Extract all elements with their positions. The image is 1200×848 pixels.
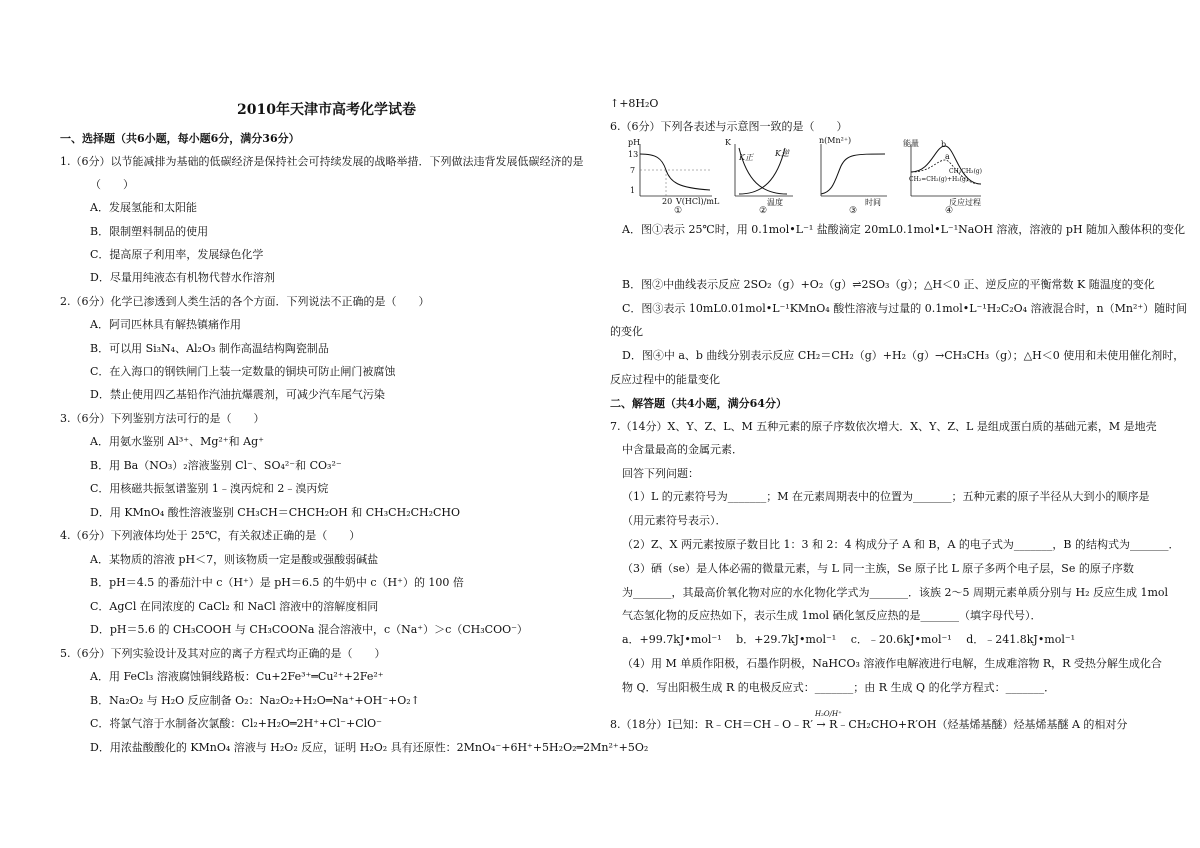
left-line-5: B．限制塑料制品的使用 [90,225,209,238]
right-line-8: 反应过程中的能量变化 [610,373,720,386]
left-line-16: C．用核磁共振氢谱鉴别 1﹣溴丙烷和 2﹣溴丙烷 [90,482,329,495]
right-line-22: 8.（18分）Ⅰ已知：R﹣CH＝CH﹣O﹣R′ → R﹣CH₂CHO+R′OH（烃基烯基醚）烃基烯基醚 A 的相对分 [610,718,1128,731]
figure-2-k-forward: K正 [739,153,753,162]
right-line-18: 气态氢化物的反应热如下，表示生成 1mol 硒化氢反应热的是_______（填字母代号）． [622,609,1042,622]
figure-4-ylabel: 能量 [903,139,919,148]
figure-2-number: ② [759,206,768,216]
right-line-12: 回答下列问题： [622,467,699,480]
right-line-17: 为_______，其最高价氧化物对应的水化物化学式为_______．该族 2～5 周期元素单质分别与 H₂ 反应生成 1mol [622,586,1169,599]
left-line-3: （ ） [90,178,134,191]
left-line-24: A．用 FeCl₃ 溶液腐蚀铜线路板：Cu+2Fe³⁺═Cu²⁺+2Fe²⁺ [90,670,384,683]
left-line-9: A．阿司匹林具有解热镇痛作用 [90,318,241,331]
left-line-11: C．在入海口的钢铁闸门上装一定数量的铜块可防止闸门被腐蚀 [90,365,396,378]
page-title: 2010年天津市高考化学试卷 [237,102,416,118]
figure-1-number: ① [674,206,683,216]
figure-4-number: ④ [945,206,954,216]
left-line-18: 4.（6分）下列液体均处于 25℃，有关叙述正确的是（ ） [60,529,361,542]
right-line-7: D．图④中 a、b 曲线分别表示反应 CH₂＝CH₂（g）+H₂（g）→CH₃CH₃（g）；△H＜0 使用和未使用催化剂时， [622,349,1185,362]
figure-3-plot [815,140,890,202]
right-line-4: B．图②中曲线表示反应 2SO₂（g）+O₂（g）⇌2SO₃（g）；△H＜0 正、逆反应的平衡常数 K 随温度的变化 [622,278,1155,291]
right-line-20: （4）用 M 单质作阳极，石墨作阴极，NaHCO₃ 溶液作电解液进行电解，生成难溶物 R，R 受热分解生成化合 [622,657,1162,670]
figure-1-plot [626,140,716,202]
left-line-23: 5.（6分）下列实验设计及其对应的离子方程式均正确的是（ ） [60,647,386,660]
right-line-3: A．图①表示 25℃时，用 0.1mol•L⁻¹ 盐酸滴定 20mL0.1mol•L⁻¹NaOH 溶液，溶液的 pH 随加入酸体积的变化 [622,223,1186,236]
figure-4-label-a: a [945,152,950,161]
left-line-26: C．将氯气溶于水制备次氯酸：Cl₂+H₂O═2H⁺+Cl⁻+ClO⁻ [90,717,382,730]
left-line-14: A．用氨水鉴别 Al³⁺、Mg²⁺和 Ag⁺ [90,435,264,448]
left-line-27: D．用浓盐酸酸化的 KMnO₄ 溶液与 H₂O₂ 反应，证明 H₂O₂ 具有还原性：2MnO₄⁻+6H⁺+5H₂O₂═2Mn²⁺+5O₂ [90,741,649,754]
right-line-13: （1）L 的元素符号为_______；M 在元素周期表中的位置为_______；五种元素的原子半径从大到小的顺序是 [622,490,1150,503]
right-line-10: 7.（14分）X、Y、Z、L、M 五种元素的原子序数依次增大．X、Y、Z、L 是组成蛋白质的基础元素，M 是地壳 [610,420,1157,433]
left-line-12: D．禁止使用四乙基铅作汽油抗爆震剂，可减少汽车尾气污染 [90,388,385,401]
figure-1 [626,138,720,216]
figure-1-tick-1: 1 [630,186,636,195]
left-line-6: C．提高原子利用率，发展绿色化学 [90,248,264,261]
figure-2-k-reverse: K逆 [775,149,789,158]
right-line-15: （2）Z、X 两元素按原子数目比 1：3 和 2：4 构成分子 A 和 B，A 的电子式为_______，B 的结构式为_______． [622,538,1180,551]
figure-1-tick-20: 20 [662,197,673,206]
figure-3-ylabel: n(Mn²⁺) [819,136,852,145]
left-line-4: A．发展氢能和太阳能 [90,201,197,214]
figure-3-xlabel: 时间 [865,198,881,207]
right-line-16: （3）硒（se）是人体必需的微量元素，与 L 同一主族，Se 原子比 L 原子多两个电子层，Se 的原子序数 [622,562,1134,575]
right-line-11: 中含量最高的金属元素． [622,443,743,456]
left-line-15: B．用 Ba（NO₃）₂溶液鉴别 Cl⁻、SO₄²⁻和 CO₃²⁻ [90,459,342,472]
left-line-13: 3.（6分）下列鉴别方法可行的是（ ） [60,412,265,425]
left-line-10: B．可以用 Si₃N₄、Al₂O₃ 制作高温结构陶瓷制品 [90,342,329,355]
right-line-9: 二、解答题（共4小题，满分64分） [610,397,787,410]
right-line-1: ↑+8H₂O [610,97,659,110]
right-line-21: 物 Q．写出阳极生成 R 的电极反应式：_______；由 R 生成 Q 的化学方程式：_______． [622,681,1056,694]
right-line-14: （用元素符号表示）． [622,514,727,527]
left-line-22: D．pH＝5.6 的 CH₃COOH 与 CH₃COONa 混合溶液中，c（Na⁺）＞c（CH₃COO⁻） [90,623,528,636]
figure-4-reactant: CH₂=CH₂(g)+H₂(g) [909,176,969,183]
figure-1-xlabel: V(HCl)/mL [676,197,720,206]
left-line-7: D．尽量用纯液态有机物代替水作溶剂 [90,271,275,284]
right-line-6: 的变化 [610,325,643,338]
right-line-19: a．+99.7kJ•mol⁻¹ b．+29.7kJ•mol⁻¹ c．﹣20.6kJ•mol⁻¹ d．﹣241.8kJ•mol⁻¹ [622,633,1076,646]
left-line-21: C．AgCl 在同浓度的 CaCl₂ 和 NaCl 溶液中的溶解度相同 [90,600,379,613]
right-line-2: 6.（6分）下列各表述与示意图一致的是（ ） [610,120,848,133]
figure-2-ylabel: K [725,138,731,147]
figure-2-xlabel: 温度 [767,198,783,207]
figure-1-tick-13: 13 [628,150,639,159]
reaction-arrow-label: H₂O/H⁺ [815,710,842,718]
right-line-5: C．图③表示 10mL0.01mol•L⁻¹KMnO₄ 酸性溶液与过量的 0.1mol•L⁻¹H₂C₂O₄ 溶液混合时，n（Mn²⁺）随时间 [622,302,1188,315]
left-line-8: 2.（6分）化学已渗透到人类生活的各个方面．下列说法不正确的是（ ） [60,295,430,308]
figure-4-label-b: b [941,140,947,149]
figure-4-product: CH₃CH₃(g) [949,168,982,175]
figure-4-xlabel: 反应过程 [949,198,981,207]
figure-3 [815,136,890,216]
left-line-2: 1.（6分）以节能减排为基础的低碳经济是保持社会可持续发展的战略举措．下列做法违背发展低碳经济的是 [60,155,584,168]
left-line-19: A．某物质的溶液 pH＜7，则该物质一定是酸或强酸弱碱盐 [90,553,379,566]
figure-1-ylabel: pH [628,138,641,147]
figure-3-number: ③ [849,206,858,216]
figure-4 [903,139,985,216]
left-line-17: D．用 KMnO₄ 酸性溶液鉴别 CH₃CH＝CHCH₂OH 和 CH₃CH₂CH₂CHO [90,506,461,519]
left-line-1: 一、选择题（共6小题，每小题6分，满分36分） [60,132,300,145]
figure-1-tick-7: 7 [630,166,636,175]
figure-2 [725,138,797,216]
left-line-25: B．Na₂O₂ 与 H₂O 反应制备 O₂：Na₂O₂+H₂O═Na⁺+OH⁻+O₂↑ [90,694,420,707]
left-line-20: B．pH＝4.5 的番茄汁中 c（H⁺）是 pH＝6.5 的牛奶中 c（H⁺）的 100 倍 [90,576,464,589]
